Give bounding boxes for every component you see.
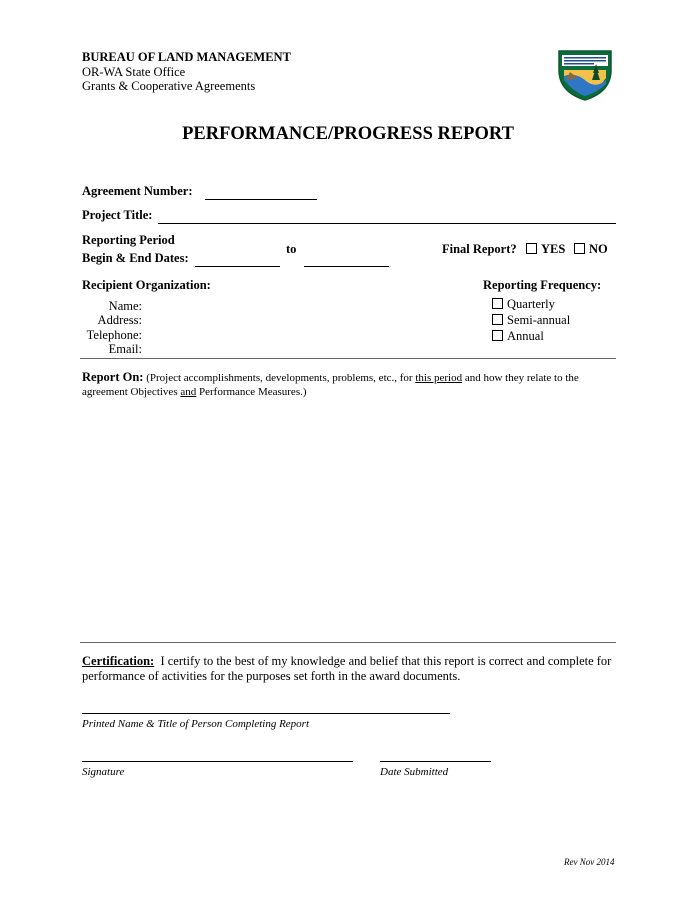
project-title-field[interactable] xyxy=(158,223,616,224)
report-on-label: Report On: xyxy=(82,370,144,384)
reporting-period-label: Reporting Period xyxy=(82,233,175,247)
signature-label: Signature xyxy=(82,766,125,778)
report-on-section xyxy=(82,370,612,399)
final-report-label: Final Report? xyxy=(442,242,517,256)
certification-text: I certify to the best of my knowledge and belief that this report is correct and complete for performance of activities for the purposes set forth in the award documents. xyxy=(82,654,612,683)
report-on-text-c: Performance Measures.) xyxy=(196,386,307,398)
to-label: to xyxy=(286,242,297,256)
revision-note: Rev Nov 2014 xyxy=(564,857,615,867)
contact-name-label: Name: xyxy=(108,299,142,313)
report-on-text-a: (Project accomplishments, developments, problems, etc., for xyxy=(146,372,416,384)
frequency-option-semi-annual[interactable] xyxy=(492,313,570,328)
blm-logo-icon xyxy=(556,48,614,102)
agency-name: BUREAU OF LAND MANAGEMENT xyxy=(82,50,291,64)
quarterly-label: Quarterly xyxy=(507,297,555,311)
frequency-option-annual[interactable] xyxy=(492,329,544,344)
semi-annual-checkbox[interactable] xyxy=(492,314,503,325)
final-report-no-option[interactable] xyxy=(574,242,608,257)
frequency-option-quarterly[interactable] xyxy=(492,297,555,312)
section-divider-bottom xyxy=(80,642,616,643)
contact-address-label: Address: xyxy=(97,313,142,327)
office-name: OR-WA State Office xyxy=(82,65,186,79)
contact-telephone-label: Telephone: xyxy=(86,328,142,342)
page-title: PERFORMANCE/PROGRESS REPORT xyxy=(182,124,514,144)
end-date-field[interactable] xyxy=(304,266,389,267)
report-on-text-this-period: this period xyxy=(415,372,463,384)
certification-label: Certification: xyxy=(82,654,155,668)
yes-checkbox[interactable] xyxy=(526,243,537,254)
agreement-number-label: Agreement Number: xyxy=(82,184,193,198)
signature-field[interactable] xyxy=(82,761,353,762)
certification-section xyxy=(82,654,622,684)
section-divider-top xyxy=(80,358,616,359)
agreement-number-field[interactable] xyxy=(205,199,317,200)
semi-annual-label: Semi-annual xyxy=(507,313,571,327)
quarterly-checkbox[interactable] xyxy=(492,298,503,309)
printed-name-label: Printed Name & Title of Person Completing Report xyxy=(82,718,310,730)
project-title-label: Project Title: xyxy=(82,208,153,222)
date-submitted-label: Date Submitted xyxy=(380,766,449,778)
begin-date-field[interactable] xyxy=(195,266,280,267)
report-on-text-b: and how they relate to the agreement Objectives xyxy=(82,372,579,398)
yes-label: YES xyxy=(541,242,566,256)
annual-checkbox[interactable] xyxy=(492,330,503,341)
report-on-text-and: and xyxy=(180,386,197,398)
annual-label: Annual xyxy=(507,329,544,343)
no-checkbox[interactable] xyxy=(574,243,585,254)
recipient-organization-label: Recipient Organization: xyxy=(82,278,211,292)
date-submitted-field[interactable] xyxy=(380,761,491,762)
final-report-yes-option[interactable] xyxy=(526,242,565,257)
report-body-area[interactable] xyxy=(82,402,616,638)
printed-name-field[interactable] xyxy=(82,713,450,714)
no-label: NO xyxy=(589,242,608,256)
contact-email-label: Email: xyxy=(108,342,142,356)
reporting-frequency-label: Reporting Frequency: xyxy=(483,278,602,292)
begin-end-dates-label: Begin & End Dates: xyxy=(82,251,189,265)
department-name: Grants & Cooperative Agreements xyxy=(82,79,256,93)
